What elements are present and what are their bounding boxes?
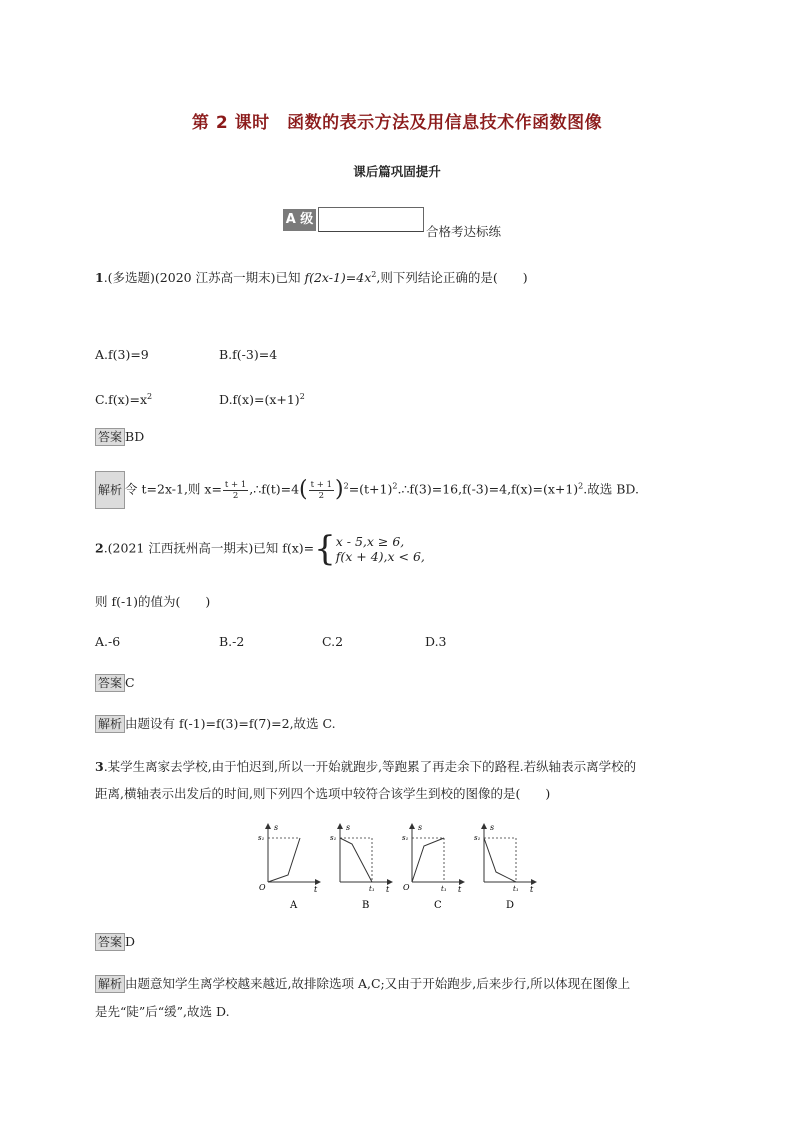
- s1-label: s₁: [258, 834, 265, 842]
- question-suffix: ,则下列结论正确的是( ): [376, 270, 528, 286]
- analysis-text: .故选 BD.: [583, 481, 639, 497]
- axis-t-label: t: [458, 885, 462, 894]
- question-3-line-2: 距离,横轴表示出发后的时间,则下列四个选项中较符合该学生到校的图像的是( ): [95, 786, 551, 801]
- fraction-denominator: 2: [232, 490, 239, 501]
- answer-value: D: [125, 934, 136, 949]
- question-prefix: .(多选题)(2020 江苏高一期末)已知: [103, 270, 305, 286]
- superscript: 2: [578, 481, 584, 491]
- graph-curve: [340, 838, 372, 882]
- option-a: A.-6: [95, 634, 121, 649]
- fraction-denominator: 2: [318, 490, 325, 501]
- axis-s-label: s: [490, 823, 495, 832]
- axis-t-label: t: [386, 885, 390, 894]
- answer-row-1: [95, 428, 144, 446]
- answer-value: BD: [125, 429, 145, 444]
- superscript: 2: [147, 392, 153, 401]
- graph-label: B: [362, 900, 370, 911]
- piecewise-brace: {: [314, 529, 336, 569]
- piecewise-case-1: x - 5,x ≥ 6,: [335, 534, 405, 549]
- question-condition: f(2x-1)=4x: [304, 270, 372, 286]
- left-paren: (: [299, 477, 308, 502]
- level-blank-box: [318, 207, 424, 232]
- analysis-text: ,∴f(t)=4: [249, 481, 300, 497]
- fraction-numerator: t + 1: [310, 479, 332, 490]
- axis-s-label: s: [274, 823, 279, 832]
- analysis-row-3: [95, 975, 630, 993]
- option-c: C.2: [322, 634, 344, 649]
- analysis-text: =(t+1): [348, 481, 393, 497]
- analysis-tag: 解析: [95, 715, 125, 733]
- analysis-tag: 解析: [95, 975, 125, 993]
- question-2: [95, 529, 425, 569]
- answer-tag: 答案: [95, 428, 125, 446]
- option-b: B.-2: [219, 634, 245, 649]
- option-d: [219, 388, 305, 409]
- graph-curve: [412, 838, 444, 882]
- origin-label: O: [259, 883, 266, 892]
- question-number: 1: [95, 270, 104, 286]
- analysis-text: 由题设有 f(-1)=f(3)=f(7)=2,故选 C.: [125, 716, 336, 731]
- origin-label: O: [403, 883, 410, 892]
- piecewise-cases: [336, 534, 425, 564]
- fraction-numerator: t + 1: [224, 479, 247, 490]
- question-number: 2: [95, 540, 104, 556]
- answer-tag: 答案: [95, 933, 125, 951]
- t1-label: t₁: [369, 885, 375, 893]
- question-number: 3: [95, 759, 104, 774]
- superscript: 2: [299, 392, 305, 401]
- answer-tag: 答案: [95, 674, 125, 692]
- analysis-text: 由题意知学生离学校越来越近,故排除选项 A,C;又由于开始跑步,后来步行,所以体现在图像上: [125, 976, 631, 991]
- analysis-row-2: [95, 715, 336, 733]
- t1-label: t₁: [513, 885, 519, 893]
- axis-s-label: s: [346, 823, 351, 832]
- t1-label: t₁: [441, 885, 447, 893]
- graph-c: [402, 823, 464, 911]
- answer-row-2: [95, 674, 135, 692]
- analysis-text: .∴f(3)=16,f(-3)=4,f(x)=(x+1): [397, 481, 579, 497]
- analysis-text: 令 t=2x-1,则 x=: [125, 481, 222, 497]
- answer-row-3: [95, 933, 135, 951]
- level-name: 合格考达标练: [426, 224, 502, 239]
- s1-label: s₁: [330, 834, 337, 842]
- page-title: 第 2 课时 函数的表示方法及用信息技术作函数图像: [191, 113, 603, 133]
- superscript: 2: [343, 481, 349, 491]
- graph-label: A: [290, 900, 298, 911]
- axis-t-label: t: [314, 885, 318, 894]
- graph-curve: [484, 838, 516, 882]
- graph-label: D: [506, 900, 515, 911]
- option-text: C.f(x)=x: [95, 392, 148, 408]
- graph-d: [474, 823, 536, 911]
- level-badge: A 级: [283, 209, 316, 231]
- piecewise-case-2: f(x + 4),x < 6,: [335, 549, 425, 564]
- analysis-row-3-line-2: 是先“陡”后“缓”,故选 D.: [95, 1004, 230, 1019]
- axis-t-label: t: [530, 885, 534, 894]
- question-3: [95, 758, 636, 776]
- s1-label: s₁: [402, 834, 409, 842]
- question-2-ask: 则 f(-1)的值为( ): [95, 594, 211, 609]
- analysis-row-1: [95, 471, 639, 509]
- axis-s-label: s: [418, 823, 423, 832]
- option-b: B.f(-3)=4: [219, 347, 278, 362]
- graph-a: [258, 823, 320, 911]
- graph-b: [330, 823, 392, 911]
- fraction: [223, 480, 248, 501]
- graphs-figure: [250, 820, 550, 915]
- question-1: [95, 266, 528, 287]
- answer-value: C: [125, 675, 135, 690]
- right-paren: ): [335, 477, 344, 502]
- option-text: D.f(x)=(x+1): [219, 392, 300, 408]
- superscript: 2: [371, 270, 377, 279]
- fraction: [309, 480, 334, 501]
- graph-curve: [268, 838, 300, 882]
- page-subtitle: 课后篇巩固提升: [353, 164, 441, 179]
- graph-label: C: [434, 900, 442, 911]
- superscript: 2: [392, 481, 398, 491]
- question-text: .某学生离家去学校,由于怕迟到,所以一开始就跑步,等跑累了再走余下的路程.若纵轴表示离学校的: [103, 759, 637, 774]
- question-prefix: .(2021 江西抚州高一期末)已知 f(x)=: [103, 540, 315, 556]
- analysis-tag: 解析: [95, 471, 125, 509]
- option-c: [95, 388, 152, 409]
- option-a: A.f(3)=9: [95, 347, 149, 362]
- option-d: D.3: [425, 634, 447, 649]
- s1-label: s₁: [474, 834, 481, 842]
